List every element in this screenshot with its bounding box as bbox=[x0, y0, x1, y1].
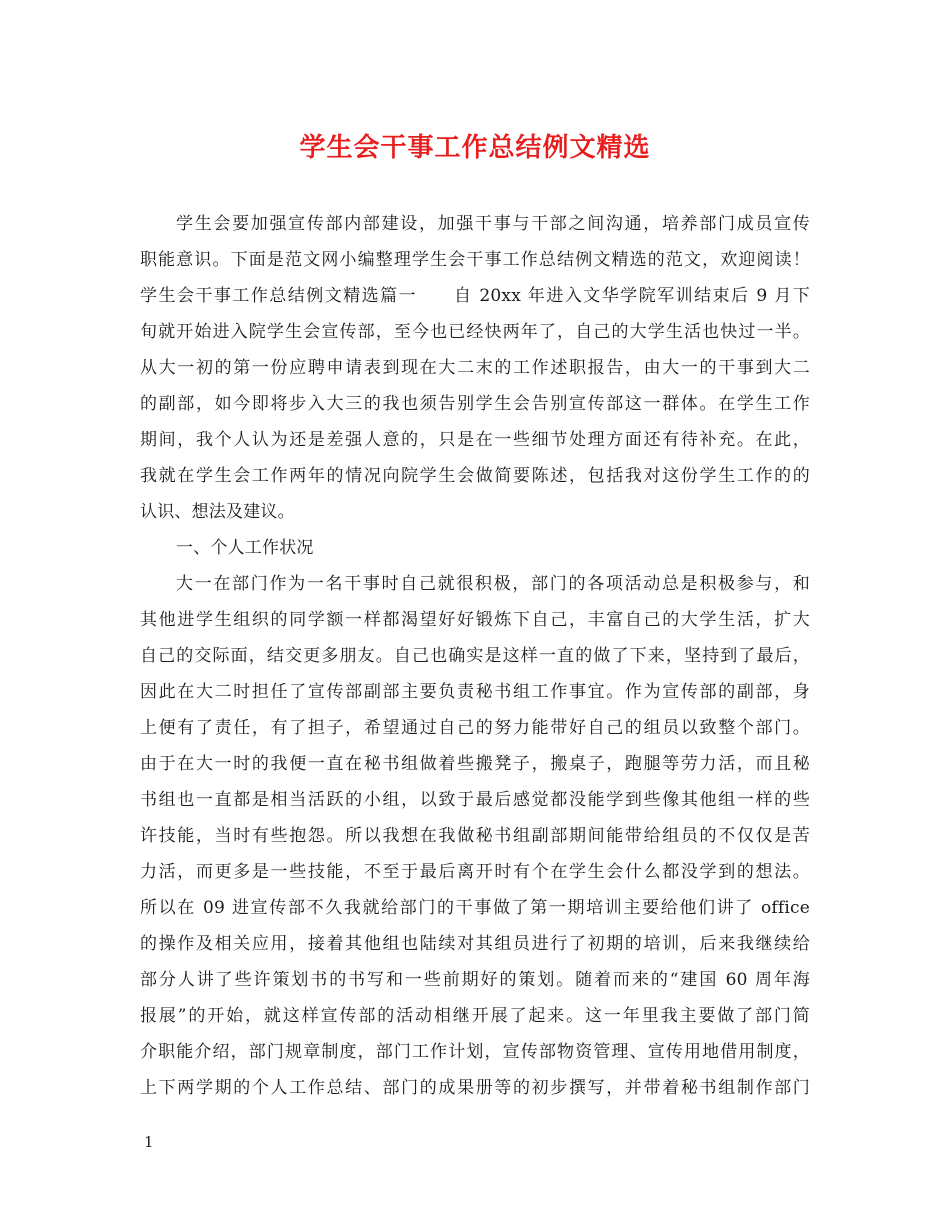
text-line: 职能意识。下面是范文网小编整理学生会干事工作总结例文精选的范文，欢迎阅读！ bbox=[140, 250, 810, 270]
text-line: 大一在部门作为一名干事时自己就很积极，部门的各项活动总是积极参与，和 bbox=[176, 574, 810, 594]
text-line: 学生会要加强宣传部内部建设，加强干事与干部之间沟通，培养部门成员宣传 bbox=[176, 214, 810, 234]
text-line: 旬就开始进入院学生会宣传部，至今也已经快两年了，自己的大学生活也快过一半。 bbox=[140, 322, 810, 342]
text-line: 所以在 09 进宣传部不久我就给部门的干事做了第一期培训主要给他们讲了 office bbox=[140, 898, 810, 918]
text-line: 自己的交际面，结交更多朋友。自己也确实是这样一直的做了下来，坚持到了最后， bbox=[140, 646, 810, 666]
text-line: 的副部，如今即将步入大三的我也须告别学生会告别宣传部这一群体。在学生工作 bbox=[140, 394, 810, 414]
text-line: 书组也一直都是相当活跃的小组，以致于最后感觉都没能学到些像其他组一样的些 bbox=[140, 790, 810, 810]
text-line: 学生会干事工作总结例文精选篇一 自 20xx 年进入文华学院军训结束后 9 月下 bbox=[140, 286, 810, 306]
text-line: 力活，而更多是一些技能，不至于最后离开时有个在学生会什么都没学到的想法。 bbox=[140, 862, 810, 882]
text-line: 我就在学生会工作两年的情况向院学生会做简要陈述，包括我对这份学生工作的的 bbox=[140, 466, 810, 486]
text-line: 部分人讲了些许策划书的书写和一些前期好的策划。随着而来的“建国 60 周年海 bbox=[140, 970, 810, 990]
text-line: 由于在大一时的我便一直在秘书组做着些搬凳子，搬桌子，跑腿等劳力活，而且秘 bbox=[140, 754, 810, 774]
text-line: 上便有了责任，有了担子，希望通过自己的努力能带好自己的组员以致整个部门。 bbox=[140, 718, 810, 738]
text-line: 因此在大二时担任了宣传部副部主要负责秘书组工作事宜。作为宣传部的副部，身 bbox=[140, 682, 810, 702]
page-number: 1 bbox=[144, 1133, 154, 1151]
text-line: 期间，我个人认为还是差强人意的，只是在一些细节处理方面还有待补充。在此， bbox=[140, 430, 810, 450]
document-title: 学生会干事工作总结例文精选 bbox=[299, 133, 651, 163]
text-line: 从大一初的第一份应聘申请表到现在大二末的工作述职报告，由大一的干事到大二 bbox=[140, 358, 810, 378]
text-line: 的操作及相关应用，接着其他组也陆续对其组员进行了初期的培训，后来我继续给 bbox=[140, 934, 810, 954]
text-line: 认识、想法及建议。 bbox=[140, 502, 295, 522]
section-heading: 一、个人工作状况 bbox=[176, 538, 314, 558]
text-line: 许技能，当时有些抱怨。所以我想在我做秘书组副部期间能带给组员的不仅仅是苦 bbox=[140, 826, 810, 846]
text-line: 介职能介绍，部门规章制度，部门工作计划，宣传部物资管理、宣传用地借用制度， bbox=[140, 1042, 810, 1062]
text-line: 上下两学期的个人工作总结、部门的成果册等的初步撰写，并带着秘书组制作部门 bbox=[140, 1078, 810, 1098]
text-line: 报展”的开始，就这样宣传部的活动相继开展了起来。这一年里我主要做了部门简 bbox=[140, 1006, 810, 1026]
text-line: 其他进学生组织的同学额一样都渴望好好锻炼下自己，丰富自己的大学生活，扩大 bbox=[140, 610, 810, 630]
